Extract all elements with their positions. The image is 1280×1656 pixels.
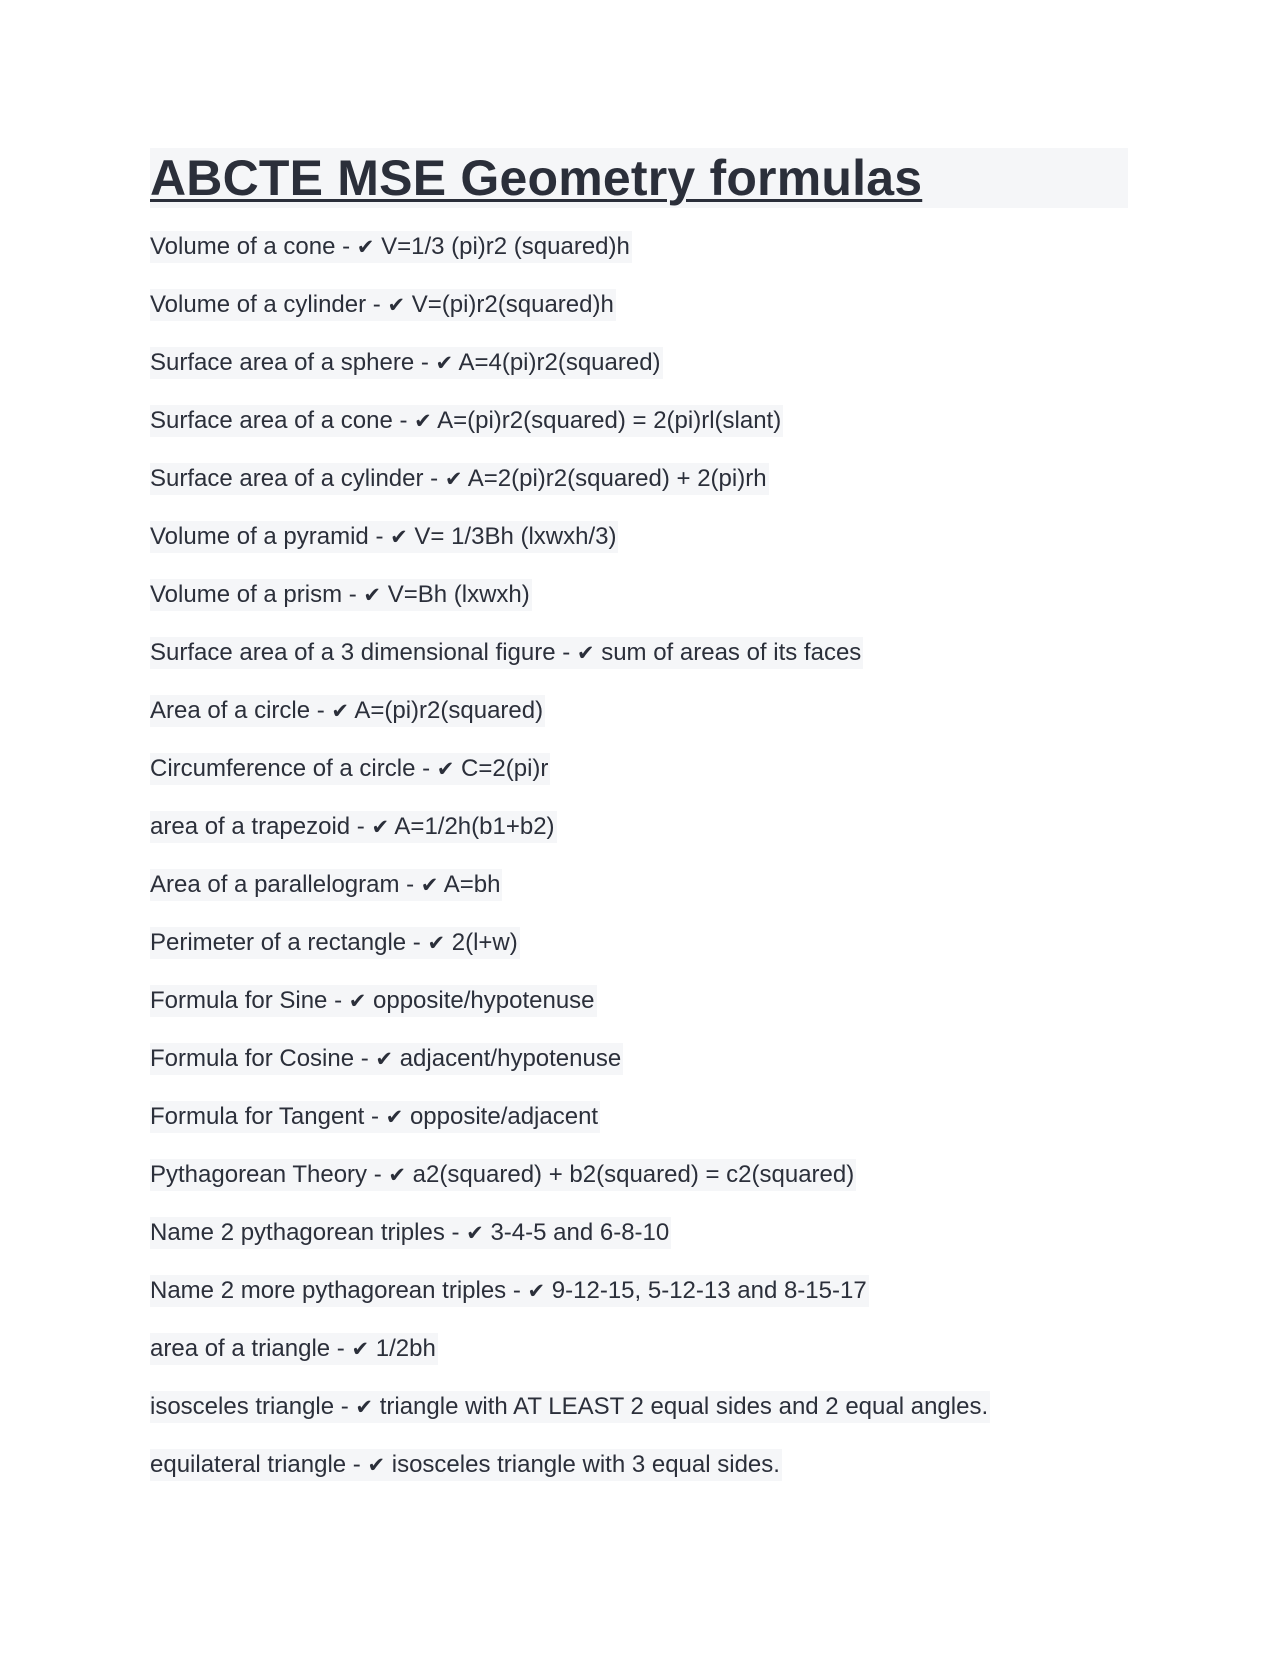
page-title: ABCTE MSE Geometry formulas [150, 150, 923, 206]
formula-term: Area of a circle [150, 697, 311, 724]
formula-entry [150, 463, 769, 495]
formula-term: Pythagorean Theory [150, 1161, 368, 1188]
formula-definition: V=Bh (lxwxh) [387, 581, 530, 608]
separator: - [423, 465, 445, 492]
formula-list [150, 231, 1128, 1507]
formula-term: Circumference of a circle [150, 755, 416, 782]
formula-definition: V= 1/3Bh (lxwxh/3) [414, 523, 617, 550]
separator: - [350, 813, 372, 840]
separator: - [354, 1045, 376, 1072]
checkmark-icon: ✔ [414, 409, 432, 433]
formula-term: isosceles triangle [150, 1393, 335, 1420]
formula-term: Volume of a prism [150, 581, 343, 608]
formula-entry [150, 753, 550, 785]
separator: - [367, 1161, 389, 1188]
formula-entry [150, 811, 557, 843]
formula-definition: V=(pi)r2(squared)h [411, 291, 614, 318]
list-item [150, 637, 1128, 695]
formula-definition: V=1/3 (pi)r2 (squared)h [381, 233, 630, 260]
formula-term: Formula for Sine [150, 987, 328, 1014]
checkmark-icon: ✔ [444, 467, 463, 491]
checkmark-icon: ✔ [388, 1163, 406, 1187]
title-bar [150, 148, 1128, 208]
separator: - [335, 233, 357, 260]
formula-definition: A=(pi)r2(squared) = 2(pi)rl(slant) [437, 407, 782, 434]
list-item [150, 231, 1128, 289]
checkmark-icon: ✔ [385, 1105, 404, 1129]
formula-entry [150, 1275, 869, 1307]
checkmark-icon: ✔ [375, 1047, 394, 1071]
formula-entry [150, 579, 532, 611]
separator: - [366, 291, 388, 318]
formula-term: Surface area of a sphere [150, 349, 415, 376]
formula-entry [150, 695, 545, 727]
checkmark-icon: ✔ [363, 583, 382, 607]
list-item [150, 1391, 1128, 1449]
formula-definition: 1/2bh [375, 1335, 436, 1362]
list-item [150, 753, 1128, 811]
formula-entry [150, 1449, 782, 1481]
formula-entry [150, 1159, 856, 1191]
list-item [150, 347, 1128, 405]
list-item [150, 811, 1128, 869]
formula-entry [150, 1043, 623, 1075]
formula-definition: C=2(pi)r [461, 755, 549, 782]
formula-definition: adjacent/hypotenuse [399, 1045, 622, 1072]
formula-term: Perimeter of a rectangle [150, 929, 407, 956]
checkmark-icon: ✔ [527, 1279, 546, 1303]
checkmark-icon: ✔ [466, 1221, 484, 1245]
list-item [150, 1043, 1128, 1101]
separator: - [414, 349, 436, 376]
separator: - [415, 755, 437, 782]
checkmark-icon: ✔ [387, 293, 406, 317]
formula-term: Formula for Tangent [150, 1103, 365, 1130]
checkmark-icon: ✔ [435, 351, 454, 375]
formula-term: equilateral triangle [150, 1451, 347, 1478]
formula-term: Area of a parallelogram [150, 871, 400, 898]
list-item [150, 1159, 1128, 1217]
formula-entry [150, 927, 520, 959]
separator: - [444, 1219, 467, 1246]
separator: - [368, 523, 391, 550]
list-item [150, 1449, 1128, 1507]
formula-term: Surface area of a 3 dimensional figure [150, 639, 556, 666]
separator: - [334, 1393, 356, 1420]
separator: - [342, 581, 364, 608]
list-item [150, 579, 1128, 637]
formula-entry [150, 1333, 438, 1365]
separator: - [399, 871, 421, 898]
formula-term: Name 2 more pythagorean triples [150, 1277, 507, 1304]
formula-definition: triangle with AT LEAST 2 equal sides and 2 equal angles. [379, 1393, 989, 1420]
formula-definition: 3-4-5 and 6-8-10 [490, 1219, 670, 1246]
checkmark-icon: ✔ [355, 1395, 374, 1419]
separator: - [330, 1335, 352, 1362]
list-item [150, 405, 1128, 463]
formula-entry [150, 637, 863, 669]
formula-entry [150, 231, 632, 263]
formula-definition: A=4(pi)r2(squared) [458, 349, 661, 376]
formula-definition: A=(pi)r2(squared) [354, 697, 544, 724]
checkmark-icon: ✔ [436, 757, 455, 781]
checkmark-icon: ✔ [371, 815, 390, 839]
formula-term: Surface area of a cylinder [150, 465, 424, 492]
separator: - [555, 639, 577, 666]
separator: - [310, 697, 332, 724]
separator: - [506, 1277, 528, 1304]
list-item [150, 1101, 1128, 1159]
formula-entry [150, 869, 502, 901]
checkmark-icon: ✔ [351, 1337, 370, 1361]
formula-entry [150, 347, 663, 379]
formula-definition: opposite/adjacent [409, 1103, 599, 1130]
list-item [150, 985, 1128, 1043]
formula-entry [150, 1391, 990, 1423]
formula-definition: a2(squared) + b2(squared) = c2(squared) [412, 1161, 855, 1188]
formula-definition: opposite/hypotenuse [373, 987, 595, 1014]
separator: - [364, 1103, 386, 1130]
list-item [150, 869, 1128, 927]
formula-definition: 2(l+w) [451, 929, 518, 956]
list-item [150, 463, 1128, 521]
checkmark-icon: ✔ [427, 931, 446, 955]
formula-term: Surface area of a cone [150, 407, 393, 434]
formula-definition: 9-12-15, 5-12-13 and 8-15-17 [551, 1277, 867, 1304]
list-item [150, 1275, 1128, 1333]
formula-term: Name 2 pythagorean triples [150, 1219, 445, 1246]
checkmark-icon: ✔ [356, 235, 375, 259]
formula-entry [150, 1217, 671, 1249]
checkmark-icon: ✔ [390, 525, 408, 549]
formula-definition: A=1/2h(b1+b2) [394, 813, 555, 840]
list-item [150, 521, 1128, 579]
formula-entry [150, 1101, 600, 1133]
checkmark-icon: ✔ [367, 1453, 386, 1477]
formula-entry [150, 521, 618, 553]
separator: - [406, 929, 428, 956]
list-item [150, 1217, 1128, 1275]
formula-term: area of a trapezoid [150, 813, 351, 840]
list-item [150, 289, 1128, 347]
formula-definition: A=2(pi)r2(squared) + 2(pi)rh [467, 465, 767, 492]
list-item [150, 1333, 1128, 1391]
formula-term: Volume of a cone [150, 233, 336, 260]
formula-entry [150, 985, 597, 1017]
formula-term: area of a triangle [150, 1335, 331, 1362]
checkmark-icon: ✔ [331, 699, 350, 723]
checkmark-icon: ✔ [348, 989, 367, 1013]
separator: - [346, 1451, 368, 1478]
separator: - [392, 407, 415, 434]
checkmark-icon: ✔ [576, 641, 595, 665]
list-item [150, 927, 1128, 985]
formula-definition: sum of areas of its faces [601, 639, 862, 666]
separator: - [327, 987, 349, 1014]
list-item [150, 695, 1128, 753]
formula-term: Volume of a cylinder [150, 291, 367, 318]
checkmark-icon: ✔ [420, 873, 439, 897]
formula-term: Formula for Cosine [150, 1045, 355, 1072]
document-page [150, 148, 1128, 1507]
formula-definition: isosceles triangle with 3 equal sides. [391, 1451, 780, 1478]
formula-definition: A=bh [443, 871, 501, 898]
formula-entry [150, 289, 616, 321]
formula-entry [150, 405, 783, 437]
formula-term: Volume of a pyramid [150, 523, 369, 550]
